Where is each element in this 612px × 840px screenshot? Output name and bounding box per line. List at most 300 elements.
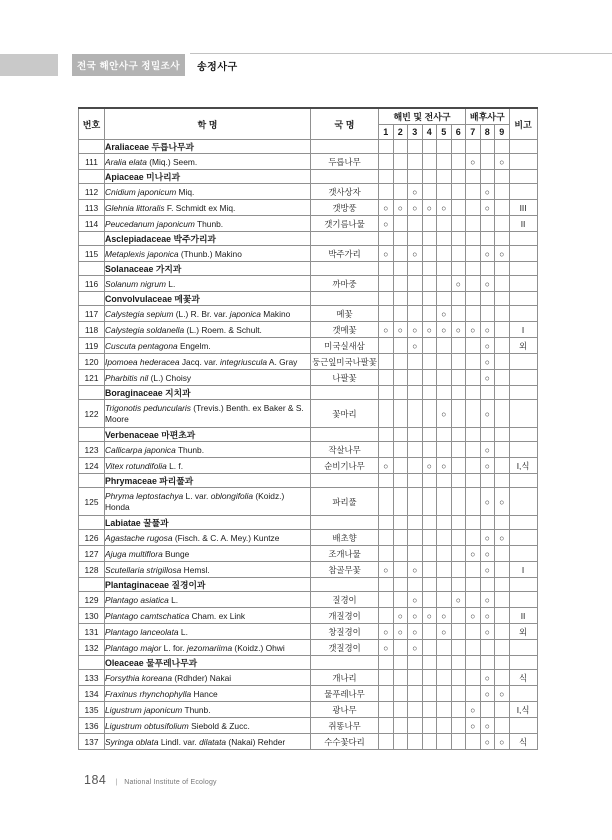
site-presence-cell [422, 170, 437, 184]
site-presence-cell [451, 516, 466, 530]
site-presence-cell [437, 370, 452, 386]
site-presence-cell [393, 400, 408, 428]
site-presence-cell: ○ [379, 216, 394, 232]
site-presence-cell: ○ [495, 246, 510, 262]
site-presence-cell [422, 546, 437, 562]
col-group-backdune: 배후사구 [466, 108, 510, 125]
site-presence-cell [422, 386, 437, 400]
remark-cell [509, 292, 537, 306]
report-series-title: 전국 해안사구 정밀조사 [72, 54, 185, 76]
scientific-name-cell: Plantago lanceolata L. [105, 624, 311, 640]
site-presence-cell: ○ [480, 488, 495, 516]
site-presence-cell [422, 276, 437, 292]
site-presence-cell: ○ [422, 200, 437, 216]
site-presence-cell [437, 656, 452, 670]
site-presence-cell [437, 702, 452, 718]
korean-name-cell [311, 474, 379, 488]
korean-name-cell: 물푸레나무 [311, 686, 379, 702]
site-presence-cell: ○ [451, 276, 466, 292]
korean-name-cell: 광나무 [311, 702, 379, 718]
site-presence-cell [451, 718, 466, 734]
site-presence-cell [466, 184, 481, 200]
site-presence-cell [379, 428, 394, 442]
site-presence-cell: ○ [379, 322, 394, 338]
family-row [79, 656, 538, 670]
site-presence-cell: ○ [480, 686, 495, 702]
site-presence-cell [495, 624, 510, 640]
site-presence-cell: ○ [408, 592, 423, 608]
site-column-header: 3 [408, 125, 423, 140]
korean-name-cell [311, 262, 379, 276]
row-number-cell: 117 [79, 306, 105, 322]
species-row [79, 246, 538, 262]
site-presence-cell [495, 200, 510, 216]
site-presence-cell: ○ [466, 608, 481, 624]
site-presence-cell [379, 184, 394, 200]
remark-cell: 식 [509, 734, 537, 750]
site-presence-cell: ○ [451, 592, 466, 608]
site-presence-cell [466, 428, 481, 442]
site-presence-cell: ○ [480, 354, 495, 370]
col-header-korname: 국 명 [311, 108, 379, 140]
korean-name-cell: 조개나물 [311, 546, 379, 562]
site-presence-cell [393, 686, 408, 702]
site-presence-cell [422, 530, 437, 546]
species-row [79, 200, 538, 216]
site-column-header: 4 [422, 125, 437, 140]
site-presence-cell [379, 354, 394, 370]
site-presence-cell [495, 458, 510, 474]
site-presence-cell: ○ [408, 624, 423, 640]
remark-cell [509, 184, 537, 200]
site-presence-cell [451, 292, 466, 306]
site-presence-cell [408, 292, 423, 306]
site-presence-cell: ○ [480, 608, 495, 624]
site-presence-cell: ○ [480, 200, 495, 216]
site-presence-cell [422, 400, 437, 428]
site-column-header: 1 [379, 125, 394, 140]
scientific-name-cell: Ipomoea hederacea Jacq. var. integriuscula A. Gray [105, 354, 311, 370]
species-row [79, 530, 538, 546]
remark-cell [509, 276, 537, 292]
site-presence-cell [495, 386, 510, 400]
site-presence-cell [437, 386, 452, 400]
family-row [79, 292, 538, 306]
remark-cell [509, 170, 537, 184]
site-presence-cell [408, 216, 423, 232]
site-presence-cell [480, 428, 495, 442]
family-name-cell: Convolvulaceae 메꽃과 [105, 292, 311, 306]
site-presence-cell [422, 370, 437, 386]
species-row [79, 216, 538, 232]
species-row [79, 354, 538, 370]
site-presence-cell: ○ [393, 608, 408, 624]
site-presence-cell [466, 386, 481, 400]
site-presence-cell [437, 488, 452, 516]
table-header [79, 108, 538, 140]
site-presence-cell [480, 216, 495, 232]
site-presence-cell: ○ [379, 624, 394, 640]
site-presence-cell: ○ [495, 686, 510, 702]
row-number-cell: 119 [79, 338, 105, 354]
site-presence-cell [422, 184, 437, 200]
site-presence-cell [480, 640, 495, 656]
family-name-cell: Asclepiadaceae 박주가리과 [105, 232, 311, 246]
korean-name-cell [311, 170, 379, 184]
site-presence-cell [495, 592, 510, 608]
site-presence-cell [495, 608, 510, 624]
site-presence-cell [451, 624, 466, 640]
site-presence-cell: ○ [480, 400, 495, 428]
site-presence-cell [393, 702, 408, 718]
site-presence-cell [422, 140, 437, 154]
site-presence-cell: ○ [422, 322, 437, 338]
section-title: 송정사구 [197, 61, 238, 73]
korean-name-cell: 박주가리 [311, 246, 379, 262]
site-presence-cell [451, 656, 466, 670]
site-presence-cell [408, 154, 423, 170]
site-presence-cell [495, 474, 510, 488]
scientific-name-cell: Callicarpa japonica Thunb. [105, 442, 311, 458]
site-presence-cell [495, 170, 510, 184]
site-presence-cell [379, 232, 394, 246]
family-name-cell: Oleaceae 물푸레나무과 [105, 656, 311, 670]
site-presence-cell: ○ [480, 338, 495, 354]
site-presence-cell [379, 474, 394, 488]
family-row [79, 170, 538, 184]
site-presence-cell [466, 578, 481, 592]
species-row [79, 154, 538, 170]
site-presence-cell [422, 578, 437, 592]
site-presence-cell [422, 656, 437, 670]
korean-name-cell [311, 656, 379, 670]
site-presence-cell [451, 474, 466, 488]
site-presence-cell: ○ [480, 530, 495, 546]
scientific-name-cell: Metaplexis japonica (Thunb.) Makino [105, 246, 311, 262]
remark-cell [509, 474, 537, 488]
remark-cell [509, 354, 537, 370]
site-presence-cell [408, 354, 423, 370]
site-presence-cell [480, 656, 495, 670]
site-presence-cell: ○ [480, 276, 495, 292]
row-number-cell: 123 [79, 442, 105, 458]
scientific-name-cell: Ajuga multiflora Bunge [105, 546, 311, 562]
family-name-cell: Solanaceae 가지과 [105, 262, 311, 276]
site-presence-cell [437, 170, 452, 184]
site-presence-cell [495, 578, 510, 592]
site-presence-cell [480, 232, 495, 246]
site-presence-cell [422, 670, 437, 686]
site-presence-cell [379, 292, 394, 306]
site-presence-cell [451, 734, 466, 750]
site-presence-cell [379, 686, 394, 702]
site-presence-cell [466, 562, 481, 578]
site-presence-cell [480, 702, 495, 718]
remark-cell [509, 718, 537, 734]
site-presence-cell [495, 216, 510, 232]
site-presence-cell: ○ [480, 322, 495, 338]
site-presence-cell [408, 306, 423, 322]
remark-cell: 식 [509, 670, 537, 686]
species-row [79, 184, 538, 200]
site-presence-cell [379, 592, 394, 608]
scientific-name-cell: Calystegia sepium (L.) R. Br. var. japonica Makino [105, 306, 311, 322]
site-presence-cell [437, 354, 452, 370]
site-presence-cell [466, 400, 481, 428]
site-presence-cell [393, 592, 408, 608]
scientific-name-cell: Plantago major L. for. jezomariima (Koidz.) Ohwi [105, 640, 311, 656]
site-presence-cell [451, 400, 466, 428]
table-body [79, 140, 538, 750]
site-presence-cell: ○ [480, 546, 495, 562]
site-presence-cell [422, 216, 437, 232]
site-presence-cell [422, 306, 437, 322]
scientific-name-cell: Cnidium japonicum Miq. [105, 184, 311, 200]
site-presence-cell [379, 442, 394, 458]
site-presence-cell [379, 170, 394, 184]
site-presence-cell [408, 734, 423, 750]
scientific-name-cell: Ligustrum obtusifolium Siebold & Zucc. [105, 718, 311, 734]
site-presence-cell: ○ [379, 458, 394, 474]
remark-cell [509, 530, 537, 546]
site-presence-cell [379, 386, 394, 400]
row-number-cell [79, 232, 105, 246]
site-presence-cell [393, 386, 408, 400]
site-presence-cell [451, 232, 466, 246]
korean-name-cell [311, 292, 379, 306]
site-column-header: 9 [495, 125, 510, 140]
footer-separator: | [115, 779, 118, 786]
site-presence-cell [466, 686, 481, 702]
site-presence-cell [379, 370, 394, 386]
site-presence-cell: ○ [480, 734, 495, 750]
site-presence-cell [379, 656, 394, 670]
site-presence-cell [495, 322, 510, 338]
row-number-cell: 133 [79, 670, 105, 686]
site-presence-cell [379, 276, 394, 292]
site-presence-cell [379, 262, 394, 276]
row-number-cell: 131 [79, 624, 105, 640]
row-number-cell: 137 [79, 734, 105, 750]
site-presence-cell [451, 200, 466, 216]
site-presence-cell [408, 474, 423, 488]
site-presence-cell [451, 458, 466, 474]
site-presence-cell [466, 338, 481, 354]
site-presence-cell [437, 292, 452, 306]
site-presence-cell: ○ [379, 246, 394, 262]
row-number-cell: 136 [79, 718, 105, 734]
site-presence-cell [379, 530, 394, 546]
species-row [79, 306, 538, 322]
site-presence-cell [408, 400, 423, 428]
col-header-remark: 비고 [509, 108, 537, 140]
site-presence-cell [437, 718, 452, 734]
family-name-cell: Apiaceae 미나리과 [105, 170, 311, 184]
site-presence-cell [451, 488, 466, 516]
site-presence-cell [437, 578, 452, 592]
site-presence-cell [495, 354, 510, 370]
scientific-name-cell: Forsythia koreana (Rdhder) Nakai [105, 670, 311, 686]
remark-cell: II [509, 216, 537, 232]
korean-name-cell [311, 428, 379, 442]
site-presence-cell: ○ [466, 718, 481, 734]
korean-name-cell: 메꽃 [311, 306, 379, 322]
site-presence-cell: ○ [408, 246, 423, 262]
site-presence-cell [393, 154, 408, 170]
site-presence-cell: ○ [466, 154, 481, 170]
scientific-name-cell: Glehnia littoralis F. Schmidt ex Miq. [105, 200, 311, 216]
site-presence-cell: ○ [437, 400, 452, 428]
site-presence-cell: ○ [437, 306, 452, 322]
header-left-band [0, 54, 58, 76]
species-row [79, 562, 538, 578]
page-footer [84, 773, 217, 787]
site-presence-cell [495, 516, 510, 530]
site-presence-cell [379, 608, 394, 624]
site-presence-cell [451, 428, 466, 442]
site-presence-cell [408, 370, 423, 386]
site-presence-cell [437, 516, 452, 530]
remark-cell [509, 370, 537, 386]
remark-cell [509, 640, 537, 656]
site-presence-cell [495, 546, 510, 562]
korean-name-cell: 배초향 [311, 530, 379, 546]
site-presence-cell [495, 718, 510, 734]
site-presence-cell: ○ [495, 154, 510, 170]
site-presence-cell [379, 488, 394, 516]
site-column-header: 8 [480, 125, 495, 140]
site-presence-cell [437, 246, 452, 262]
site-presence-cell [451, 546, 466, 562]
site-presence-cell: ○ [393, 200, 408, 216]
row-number-cell: 116 [79, 276, 105, 292]
family-name-cell: Labiatae 꿀풀과 [105, 516, 311, 530]
site-presence-cell [437, 530, 452, 546]
site-presence-cell [422, 338, 437, 354]
site-presence-cell [422, 428, 437, 442]
site-presence-cell [379, 670, 394, 686]
row-number-cell: 127 [79, 546, 105, 562]
site-presence-cell: ○ [480, 184, 495, 200]
site-presence-cell [480, 140, 495, 154]
site-presence-cell [408, 546, 423, 562]
row-number-cell [79, 516, 105, 530]
site-presence-cell [495, 670, 510, 686]
site-presence-cell [451, 442, 466, 458]
scientific-name-cell: Scutellaria strigillosa Hemsl. [105, 562, 311, 578]
site-presence-cell [451, 702, 466, 718]
species-row [79, 624, 538, 640]
korean-name-cell: 개질경이 [311, 608, 379, 624]
species-row [79, 400, 538, 428]
site-presence-cell [393, 578, 408, 592]
site-presence-cell [451, 640, 466, 656]
site-presence-cell [451, 608, 466, 624]
site-presence-cell [495, 306, 510, 322]
site-presence-cell [393, 140, 408, 154]
korean-name-cell: 미국실새삼 [311, 338, 379, 354]
site-presence-cell [437, 442, 452, 458]
site-presence-cell [393, 488, 408, 516]
remark-cell: I,식 [509, 458, 537, 474]
site-presence-cell [393, 292, 408, 306]
site-presence-cell [379, 306, 394, 322]
korean-name-cell: 둥근잎미국나팔꽃 [311, 354, 379, 370]
scientific-name-cell: Pharbitis nil (L.) Choisy [105, 370, 311, 386]
site-presence-cell [408, 170, 423, 184]
site-presence-cell [408, 670, 423, 686]
site-presence-cell [393, 370, 408, 386]
korean-name-cell: 작살나무 [311, 442, 379, 458]
site-presence-cell [437, 276, 452, 292]
site-presence-cell [451, 386, 466, 400]
site-presence-cell [393, 516, 408, 530]
site-presence-cell [495, 562, 510, 578]
korean-name-cell: 창질경이 [311, 624, 379, 640]
site-presence-cell [437, 262, 452, 276]
site-presence-cell [495, 640, 510, 656]
site-presence-cell [393, 458, 408, 474]
korean-name-cell: 갯메꽃 [311, 322, 379, 338]
korean-name-cell: 꽃마리 [311, 400, 379, 428]
site-presence-cell [393, 276, 408, 292]
korean-name-cell [311, 140, 379, 154]
species-occurrence-table [78, 107, 538, 750]
korean-name-cell: 질경이 [311, 592, 379, 608]
family-row [79, 232, 538, 246]
site-presence-cell: ○ [480, 562, 495, 578]
row-number-cell [79, 656, 105, 670]
row-number-cell [79, 292, 105, 306]
page-number: 184 [84, 773, 107, 787]
site-presence-cell [422, 154, 437, 170]
site-presence-cell [379, 154, 394, 170]
site-presence-cell: ○ [408, 562, 423, 578]
remark-cell: II [509, 608, 537, 624]
korean-name-cell [311, 516, 379, 530]
site-presence-cell [408, 686, 423, 702]
site-presence-cell: ○ [393, 624, 408, 640]
site-presence-cell: ○ [480, 246, 495, 262]
site-presence-cell [466, 592, 481, 608]
site-presence-cell [379, 400, 394, 428]
site-presence-cell [393, 670, 408, 686]
site-presence-cell: ○ [408, 322, 423, 338]
site-presence-cell [451, 246, 466, 262]
site-presence-cell [437, 428, 452, 442]
site-presence-cell: ○ [480, 670, 495, 686]
scientific-name-cell: Trigonotis peduncularis (Trevis.) Benth. ex Baker & S. Moore [105, 400, 311, 428]
site-presence-cell [495, 428, 510, 442]
remark-cell [509, 686, 537, 702]
species-row [79, 488, 538, 516]
site-presence-cell [466, 276, 481, 292]
site-presence-cell [393, 442, 408, 458]
row-number-cell: 124 [79, 458, 105, 474]
site-presence-cell [466, 200, 481, 216]
row-number-cell: 134 [79, 686, 105, 702]
site-presence-cell [437, 154, 452, 170]
site-presence-cell [408, 702, 423, 718]
scientific-name-cell: Calystegia soldanella (L.) Roem. & Schult. [105, 322, 311, 338]
site-presence-cell [480, 474, 495, 488]
site-presence-cell [408, 262, 423, 276]
species-row [79, 370, 538, 386]
row-number-cell [79, 386, 105, 400]
site-presence-cell [437, 232, 452, 246]
scientific-name-cell: Cuscuta pentagona Engelm. [105, 338, 311, 354]
remark-cell [509, 488, 537, 516]
